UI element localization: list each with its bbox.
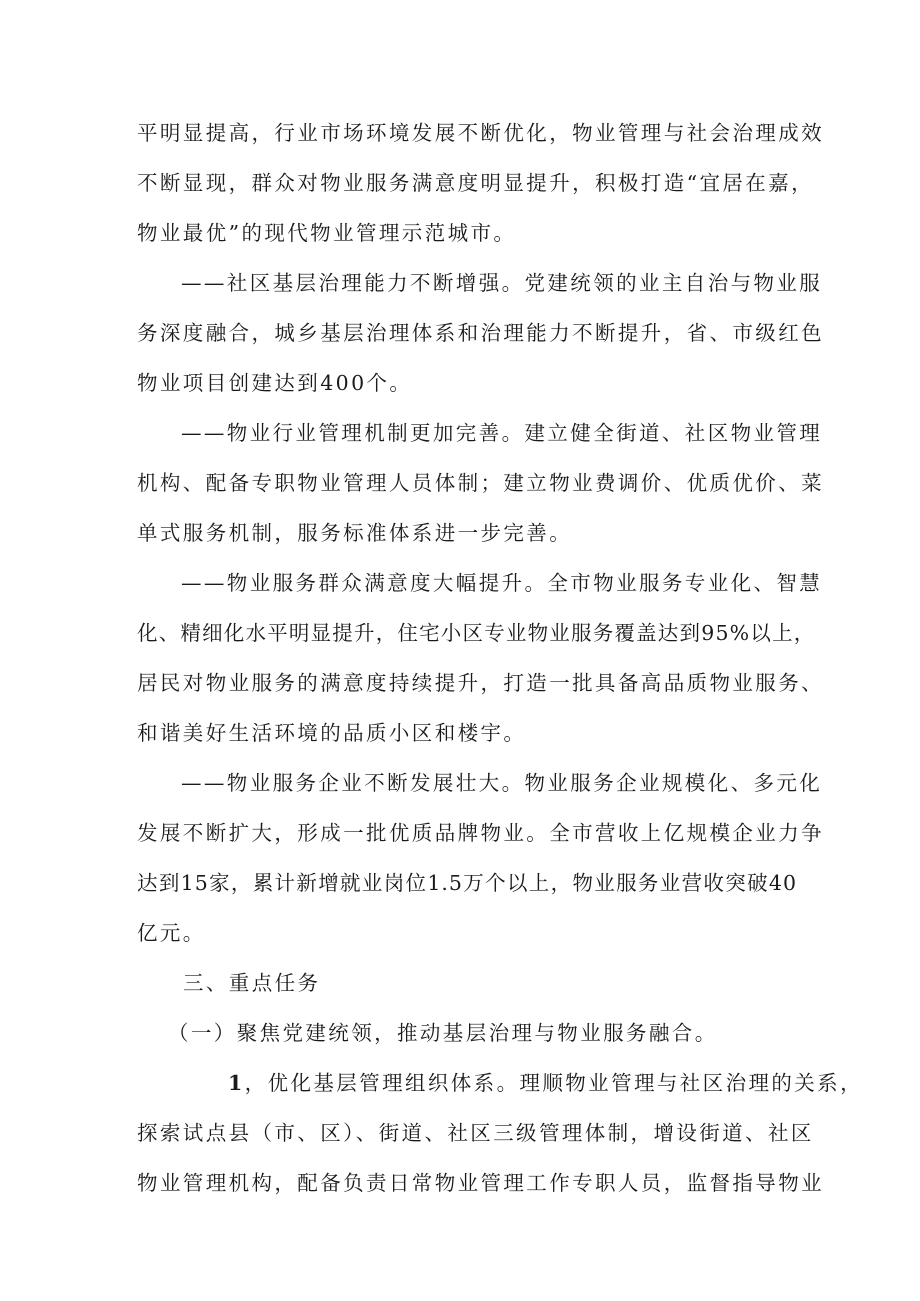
goal-community-line-3: 物业项目创建达到400个。 <box>137 371 413 395</box>
subsection-heading-1: （一）聚焦党建统领，推动基层治理与物业服务融合。 <box>168 1021 718 1045</box>
paragraph-line-2: 不断显现，群众对物业服务满意度明显提升，积极打造“宜居在嘉， <box>137 171 814 195</box>
goal-satisfaction-line-4: 和谐美好生活环境的品质小区和楼宇。 <box>137 721 527 745</box>
paragraph-line-1: 平明显提高，行业市场环境发展不断优化，物业管理与社会治理成效 <box>137 121 824 145</box>
goal-satisfaction-line-1: ——物业服务群众满意度大幅提升。全市物业服务专业化、智慧 <box>181 571 823 595</box>
task-1-text: ，优化基层管理组织体系。理顺物业管理与社区治理的关系， <box>244 1071 863 1095</box>
goal-mechanism-line-3: 单式服务机制，服务标准体系进一步完善。 <box>137 521 573 545</box>
goal-enterprise-line-4: 亿元。 <box>137 921 206 945</box>
goal-satisfaction-line-2: 化、精细化水平明显提升，住宅小区专业物业服务覆盖达到95%以上， <box>137 621 816 645</box>
task-1-line-1 <box>228 1068 863 1098</box>
task-1-line-3: 物业管理机构，配备负责日常物业管理工作专职人员，监督指导物业 <box>137 1171 824 1195</box>
goal-enterprise-line-2: 发展不断扩大，形成一批优质品牌物业。全市营收上亿规模企业力争 <box>137 821 824 845</box>
paragraph-line-3: 物业最优”的现代物业管理示范城市。 <box>137 221 517 245</box>
goal-satisfaction-line-3: 居民对物业服务的满意度持续提升，打造一批具备高品质物业服务、 <box>137 671 824 695</box>
section-heading-key-tasks: 三、重点任务 <box>183 971 321 995</box>
goal-mechanism-line-1: ——物业行业管理机制更加完善。建立健全街道、社区物业管理 <box>181 421 823 445</box>
goal-mechanism-line-2: 机构、配备专职物业管理人员体制；建立物业费调价、优质优价、菜 <box>137 471 824 495</box>
goal-enterprise-line-3: 达到15家，累计新增就业岗位1.5万个以上，物业服务业营收突破40 <box>137 871 797 895</box>
goal-community-line-1: ——社区基层治理能力不断增强。党建统领的业主自治与物业服 <box>181 271 823 295</box>
task-1-line-2: 探索试点县（市、区）、街道、社区三级管理体制，增设街道、社区 <box>137 1121 814 1145</box>
goal-enterprise-line-1: ——物业服务企业不断发展壮大。物业服务企业规模化、多元化 <box>181 771 823 795</box>
task-number: 1 <box>228 1071 245 1095</box>
goal-community-line-2: 务深度融合，城乡基层治理体系和治理能力不断提升，省、市级红色 <box>137 321 824 345</box>
